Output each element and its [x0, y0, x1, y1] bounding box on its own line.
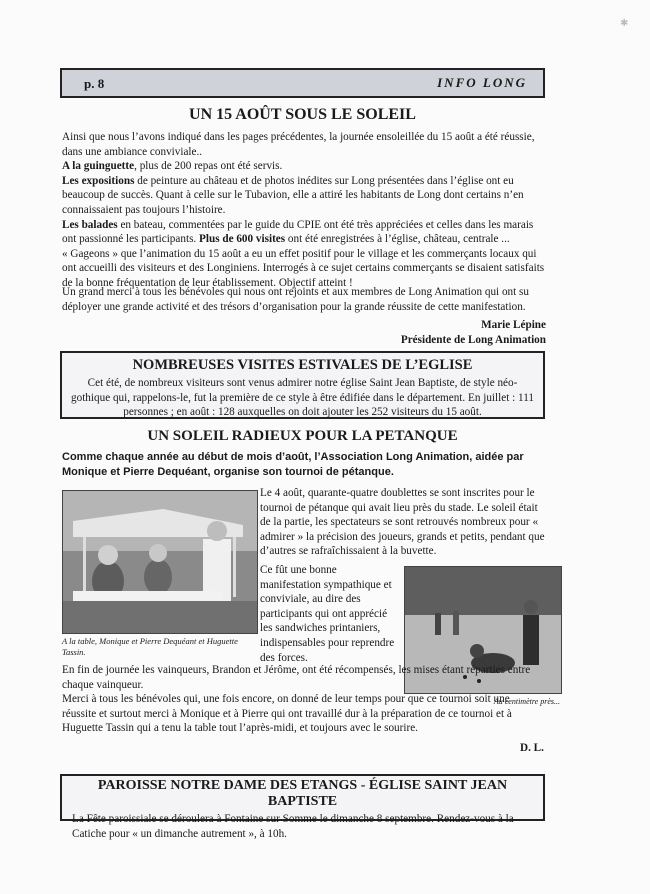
article2-para4: Merci à tous les bénévoles qui, une fois encore, on donné de leur temps pour que ce tournoi soit une réussite et surtout merci à Monique et à Pierre qui ont travaillé dur à la préparation de ce tournoi et à Huguette Tassin qui a tenu la table tout l’après-midi, et toujours avec le sourire.: [62, 693, 512, 735]
church-visits-text: Cet été, de nombreux visiteurs sont venus admirer notre église Saint Jean Baptiste, de style néo-gothique qui, rappelons-le, fut la première de ce style à être édifiée dans le département. En juillet : 111 personnes ; en août : 128 auxquelles on doit ajouter les 252 visiteurs du 15 août.: [71, 377, 534, 419]
article1-signature: [401, 318, 546, 348]
expo-text: de peinture au château et de photos inédites sur Long présentées dans l’église ont eu beaucoup de succès. Quant à celle sur le Tubavion, elle a attiré les habitants de Long dont certains n’en connaissaient pas toujours l’histoire.: [62, 174, 524, 216]
parish-text: La Fête paroissiale se déroulera à Fontaine sur Somme le dimanche 8 septembre. Rendez-vous à la Catiche pour « un dimanche autrement », à 10h.: [72, 813, 514, 840]
visits-text: ont été enregistrées à l’église, château, centrale ...: [285, 233, 510, 246]
guinguette-bold: A la guinguette: [62, 160, 135, 173]
article1-thanks: Un grand merci à tous les bénévoles qui nous ont rejoints et aux membres de Long Animation qui ont su déployer une grande activité et des trésors d’organisation pour la grande réussite de cette manifestation.: [62, 286, 529, 313]
parish-title: PAROISSE NOTRE DAME DES ETANGS - ÉGLISE SAINT JEAN BAPTISTE: [97, 778, 508, 809]
page-header: [60, 68, 545, 98]
article1-intro: Ainsi que nous l’avons indiqué dans les pages précédentes, la journée ensoleillée du 15 août a été réussie, dans une ambiance conviviale..: [62, 131, 535, 158]
guinguette-paragraph: [62, 159, 545, 174]
parish-box: [60, 774, 545, 840]
newsletter-name: INFO LONG: [437, 75, 527, 90]
signature-name: Marie Lépine: [481, 319, 546, 331]
expo-bold: Les expositions: [62, 174, 135, 187]
church-visits-title: NOMBREUSES VISITES ESTIVALES DE L’EGLISE: [132, 357, 473, 373]
article2-lead: Comme chaque année au début de mois d’août, l’Association Long Animation, aidée par Monique et Pierre Dequéant, organise son tournoi de pétanque.: [62, 451, 524, 478]
balades-bold: Les balades: [62, 218, 118, 231]
photo-table-image: [63, 491, 257, 633]
balades-paragraph: [62, 218, 545, 247]
photo-table-caption: A la table, Monique et Pierre Dequéant et Huguette Tassin.: [62, 636, 238, 657]
church-visits-box: [60, 351, 545, 419]
article1-title: UN 15 AOÛT SOUS LE SOLEIL: [189, 106, 416, 123]
article2-para2: Ce fût une bonne manifestation sympathique et conviviale, au dire des participants qui ont apprécié les sandwiches printaniers, indispensables pour reprendre des forces.: [260, 564, 395, 664]
article1-body: [62, 130, 545, 291]
article2-para1: Le 4 août, quarante-quatre doublettes se sont inscrites pour le tournoi de pétanque qui avait lieu près du stade. Le soleil était de la partie, les spectateurs se sont retrouvés nombreux pour « admirer » la précision des joueurs, grands et petits, pendant que d’autres se rafraîchissaient à la buvette.: [260, 487, 545, 558]
article2-signature: D. L.: [520, 742, 544, 754]
article2-ending: [62, 663, 545, 736]
signature-role: Présidente de Long Animation: [400, 334, 546, 346]
guinguette-text: , plus de 200 repas ont été servis.: [134, 160, 283, 173]
photo-table: [62, 490, 258, 634]
photo-petanque-caption: Au centimètre près...: [493, 697, 560, 706]
article2-title: UN SOLEIL RADIEUX POUR LA PETANQUE: [147, 428, 458, 444]
page-number: p. 8: [84, 76, 105, 91]
article2-para3: En fin de journée les vainqueurs, Brandon et Jérôme, ont été récompensés, les mises étant réparties entre chaque vainqueur.: [62, 664, 531, 691]
scan-mark: ✱: [620, 18, 629, 29]
visits-bold: Plus de 600 visites: [199, 233, 286, 246]
gageons-paragraph: « Gageons » que l’animation du 15 août a eu un effet positif pour le village et les commerçants locaux qui ont accueilli des visiteurs et des Longiniens. Interrogés à ce sujet certains commerçants se disaient satisfaits de la bonne fréquentation de leur établissement. Objectif atteint !: [62, 247, 545, 289]
balades-text: en bateau, commentées par le guide du CPIE ont été très appréciées et celles dans les marais ont passionné les participants.: [62, 218, 534, 246]
expo-paragraph: [62, 174, 545, 218]
